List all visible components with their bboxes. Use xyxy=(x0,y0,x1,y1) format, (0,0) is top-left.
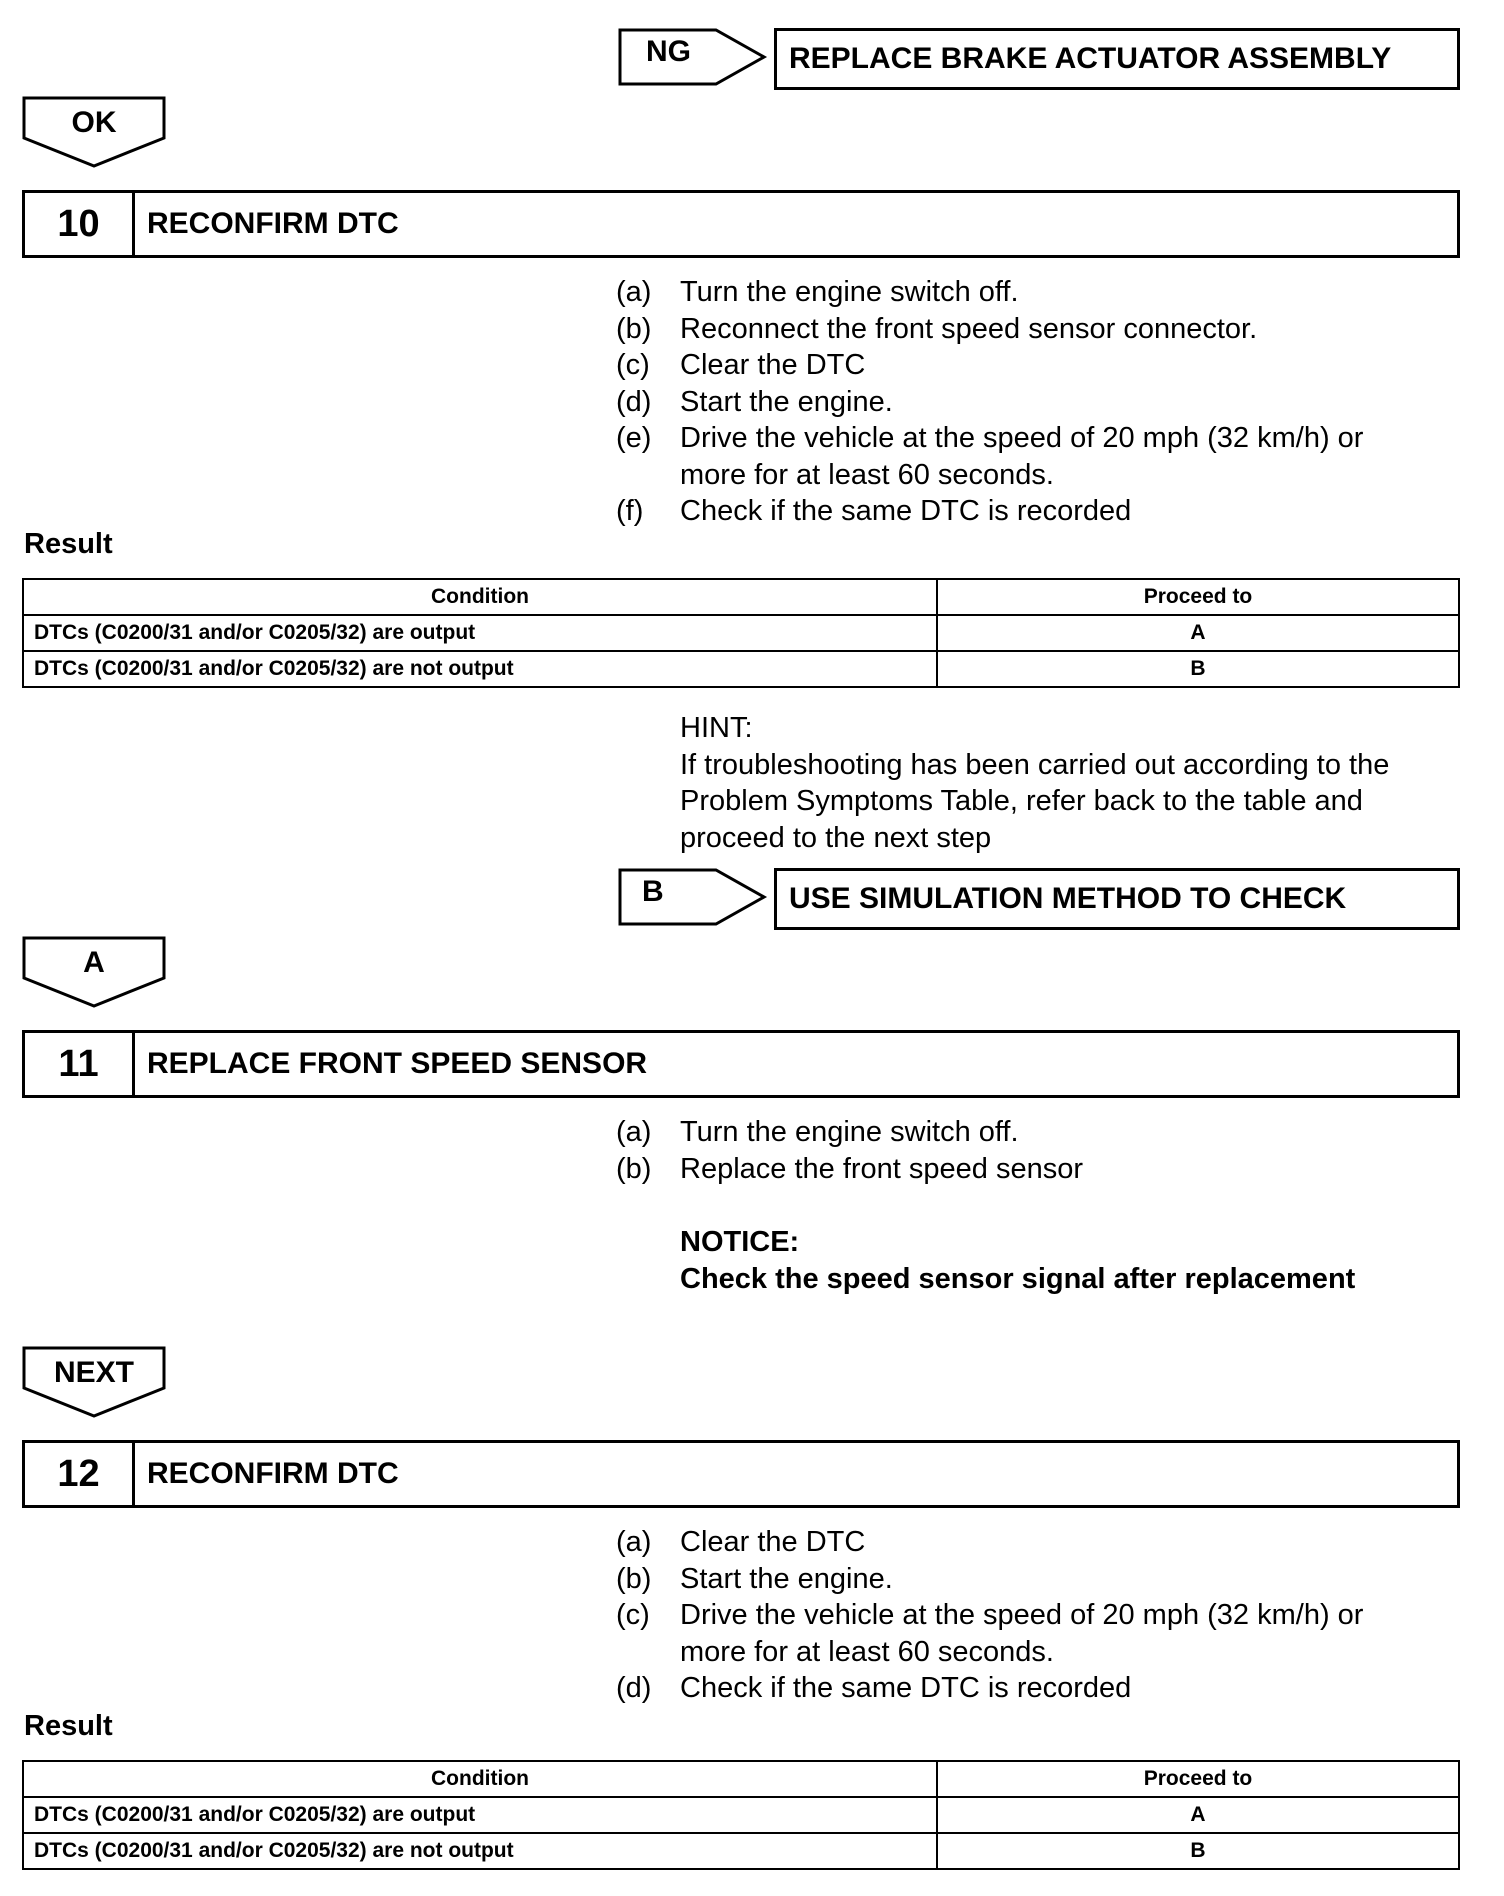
table-row xyxy=(23,1797,1459,1833)
procedure-item: (b) Replace the front speed sensor xyxy=(616,1152,1084,1185)
step-11-procedure xyxy=(616,1114,1476,1187)
procedure-item: (a) Turn the engine switch off. xyxy=(616,276,1019,308)
hint-title: HINT: xyxy=(680,712,753,744)
procedure-item: (c) Drive the vehicle at the speed of 20 mph (32 km/h) or more for at least 60 seconds. xyxy=(616,1599,1364,1668)
procedure-item: (a) Turn the engine switch off. xyxy=(616,1116,1019,1148)
proceed-cell: B xyxy=(937,1833,1459,1869)
table-header-row xyxy=(23,579,1459,615)
procedure-item: (c) Clear the DTC xyxy=(616,349,866,381)
step-title: RECONFIRM DTC xyxy=(147,1457,399,1490)
table-row xyxy=(23,615,1459,651)
proceed-cell: A xyxy=(937,615,1459,651)
header-proceed: Proceed to xyxy=(937,1761,1459,1797)
condition-cell: DTCs (C0200/31 and/or C0205/32) are not output xyxy=(23,1833,937,1869)
header-condition: Condition xyxy=(23,1761,937,1797)
ng-action-box: REPLACE BRAKE ACTUATOR ASSEMBLY xyxy=(774,28,1460,90)
ng-arrow-tag xyxy=(618,28,768,86)
procedure-item: (b) Start the engine. xyxy=(616,1562,893,1595)
table-header-row xyxy=(23,1761,1459,1797)
ok-down-tag xyxy=(22,96,166,170)
step-number: 12 xyxy=(25,1443,135,1505)
step-number: 10 xyxy=(25,193,135,255)
procedure-item: (b) Reconnect the front speed sensor connector. xyxy=(616,312,1258,345)
step-11-header xyxy=(22,1030,1460,1098)
result-label: Result xyxy=(24,528,113,560)
result-table xyxy=(22,578,1460,688)
condition-cell: DTCs (C0200/31 and/or C0205/32) are output xyxy=(23,615,937,651)
condition-cell: DTCs (C0200/31 and/or C0205/32) are not output xyxy=(23,651,937,687)
header-proceed: Proceed to xyxy=(937,579,1459,615)
proceed-cell: B xyxy=(937,651,1459,687)
proceed-cell: A xyxy=(937,1797,1459,1833)
next-label: NEXT xyxy=(53,1356,134,1389)
procedure-item: (a) Clear the DTC xyxy=(616,1526,866,1558)
hint-block xyxy=(680,710,1460,856)
procedure-item: (f) Check if the same DTC is recorded xyxy=(616,495,1132,527)
result-label: Result xyxy=(24,1710,113,1742)
step-number: 11 xyxy=(25,1033,135,1095)
notice-block xyxy=(680,1224,1460,1297)
ng-tag-label: NG xyxy=(646,35,691,68)
condition-cell: DTCs (C0200/31 and/or C0205/32) are output xyxy=(23,1797,937,1833)
b-tag-label: B xyxy=(642,875,664,908)
table-row xyxy=(23,651,1459,687)
notice-title: NOTICE: xyxy=(680,1226,800,1258)
notice-text: Check the speed sensor signal after replacement xyxy=(680,1262,1356,1295)
step-title: RECONFIRM DTC xyxy=(147,207,399,240)
b-action-box: USE SIMULATION METHOD TO CHECK xyxy=(774,868,1460,930)
hint-text: If troubleshooting has been carried out according to the Problem Symptoms Table, refer back to the table and proceed to the next step xyxy=(680,748,1390,854)
right-arrow-icon xyxy=(618,868,768,926)
step-12-procedure xyxy=(616,1524,1476,1707)
procedure-item: (d) Start the engine. xyxy=(616,385,893,418)
next-down-tag xyxy=(22,1346,166,1420)
table-row xyxy=(23,1833,1459,1869)
a-down-tag xyxy=(22,936,166,1010)
header-condition: Condition xyxy=(23,579,937,615)
ok-label: OK xyxy=(71,106,117,139)
step-10-procedure xyxy=(616,274,1476,530)
right-arrow-icon xyxy=(618,28,768,86)
step-title: REPLACE FRONT SPEED SENSOR xyxy=(147,1047,648,1080)
step-12-header xyxy=(22,1440,1460,1508)
a-label: A xyxy=(83,946,105,979)
b-arrow-tag xyxy=(618,868,768,926)
procedure-item: (e) Drive the vehicle at the speed of 20 mph (32 km/h) or more for at least 60 seconds. xyxy=(616,422,1364,491)
step-10-header xyxy=(22,190,1460,258)
procedure-item: (d) Check if the same DTC is recorded xyxy=(616,1672,1132,1704)
result-table xyxy=(22,1760,1460,1870)
